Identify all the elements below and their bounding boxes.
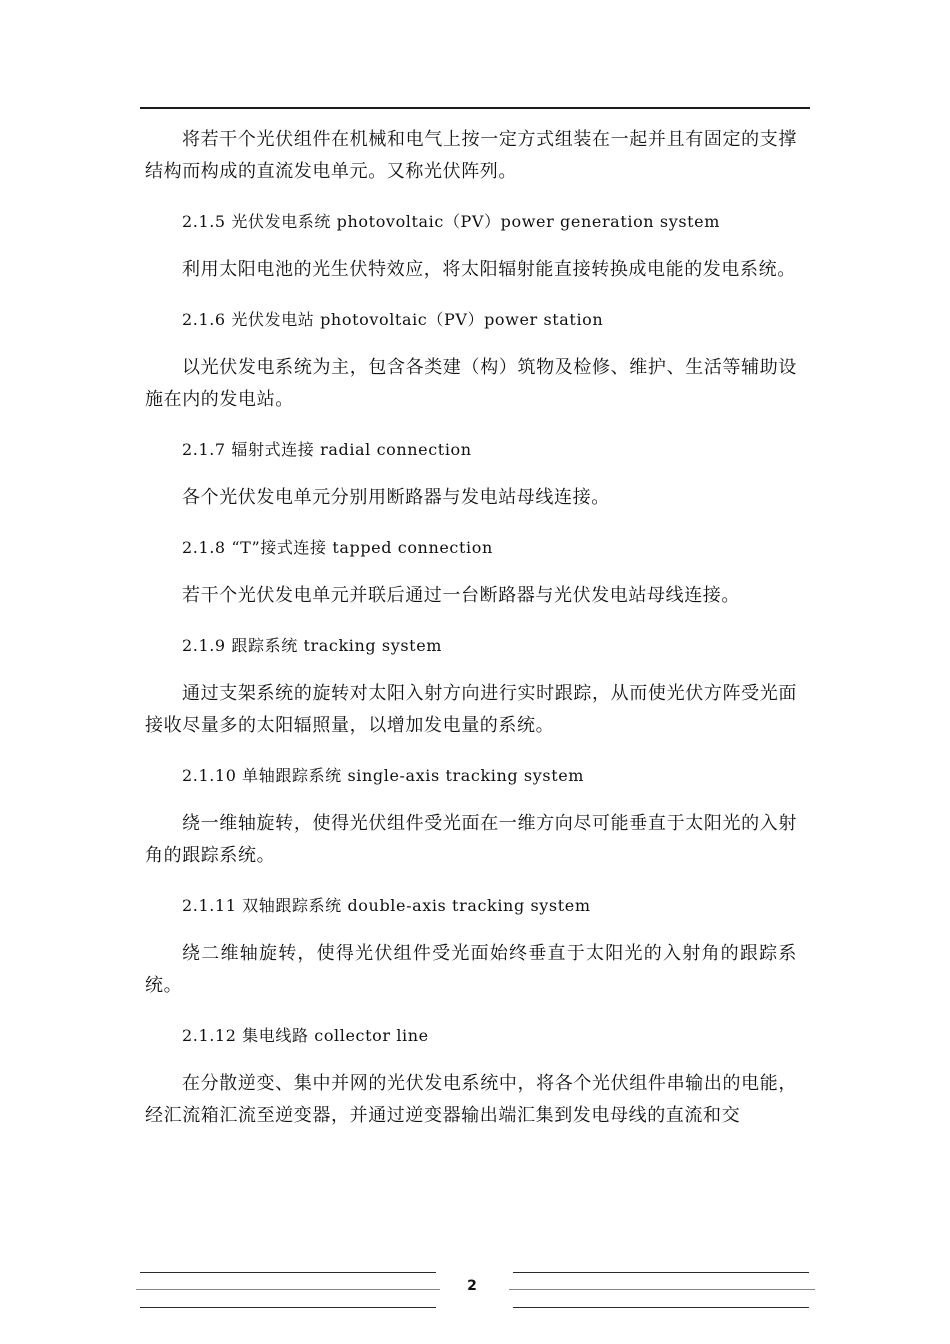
- footer-rule-right-bottom: [513, 1307, 809, 1308]
- footer-rule-right-middle: [509, 1289, 815, 1290]
- section-heading: 2.1.8 “T”接式连接 tapped connection: [182, 538, 493, 557]
- paragraph: 各个光伏发电单元分别用断路器与发电站母线连接。: [182, 487, 610, 508]
- section-heading: 2.1.12 集电线路 collector line: [182, 1026, 429, 1045]
- header-rule: [140, 107, 810, 109]
- paragraph: 通过支架系统的旋转对太阳入射方向进行实时跟踪，从而使光伏方阵受光面接收尽量多的太阳辐照量，以增加发电量的系统。: [145, 683, 797, 736]
- paragraph: 将若干个光伏组件在机械和电气上按一定方式组装在一起并且有固定的支撑结构而构成的直流发电单元。又称光伏阵列。: [145, 129, 797, 182]
- paragraph: 在分散逆变、集中并网的光伏发电系统中，将各个光伏组件串输出的电能，经汇流箱汇流至逆变器，并通过逆变器输出端汇集到发电母线的直流和交: [145, 1073, 797, 1126]
- section-heading: 2.1.11 双轴跟踪系统 double-axis tracking system: [182, 896, 591, 915]
- document-body: [145, 124, 797, 1132]
- footer-rule-left-bottom: [140, 1307, 436, 1308]
- footer-rule-right-top: [513, 1272, 809, 1273]
- section-heading: 2.1.7 辐射式连接 radial connection: [182, 440, 472, 459]
- section-heading: 2.1.9 跟踪系统 tracking system: [182, 636, 443, 655]
- paragraph: 若干个光伏发电单元并联后通过一台断路器与光伏发电站母线连接。: [182, 585, 740, 606]
- page-number: 2: [467, 1278, 477, 1294]
- section-heading: 2.1.6 光伏发电站 photovoltaic（PV）power station: [182, 310, 604, 329]
- paragraph: 绕二维轴旋转，使得光伏组件受光面始终垂直于太阳光的入射角的跟踪系统。: [145, 943, 797, 996]
- section-heading: 2.1.5 光伏发电系统 photovoltaic（PV）power generation system: [182, 212, 721, 231]
- paragraph: 以光伏发电系统为主，包含各类建（构）筑物及检修、维护、生活等辅助设施在内的发电站。: [145, 357, 797, 410]
- paragraph: 利用太阳电池的光生伏特效应，将太阳辐射能直接转换成电能的发电系统。: [182, 259, 796, 280]
- footer-rule-left-top: [140, 1272, 436, 1273]
- footer-rule-left-middle: [136, 1289, 440, 1290]
- section-heading: 2.1.10 单轴跟踪系统 single-axis tracking system: [182, 766, 585, 785]
- paragraph: 绕一维轴旋转，使得光伏组件受光面在一维方向尽可能垂直于太阳光的入射角的跟踪系统。: [145, 813, 797, 866]
